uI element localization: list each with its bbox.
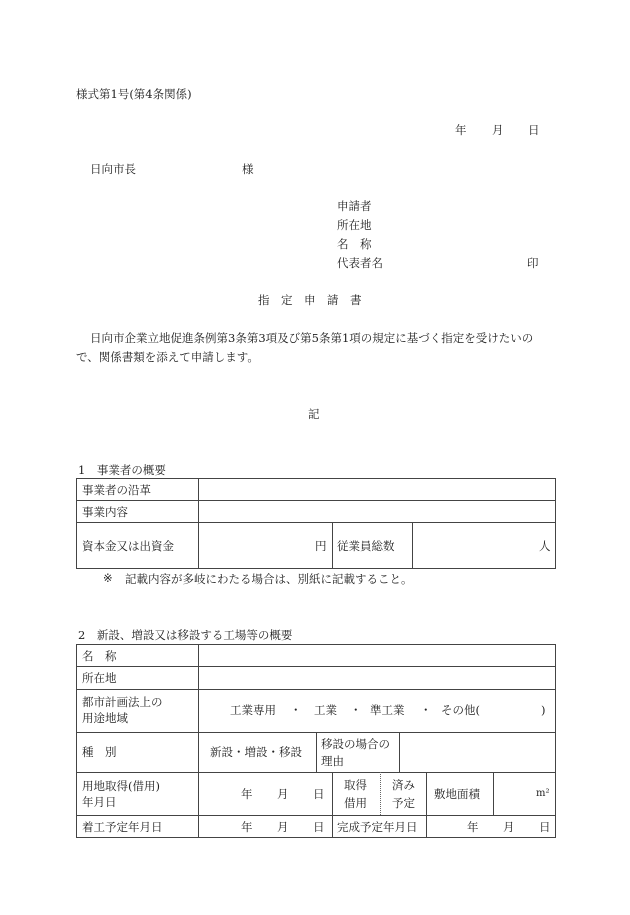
zoning-option-close-paren: ) [541, 703, 546, 717]
zoning-label-line1: 都市計画法上の [82, 695, 163, 709]
capital-unit: 円 [315, 539, 327, 553]
site-area-label: 敷地面積 [434, 787, 480, 801]
relocation-reason-line2: 理由 [321, 754, 344, 768]
type-options: 新設・増設・移設 [210, 745, 302, 759]
ki-mark: 記 [308, 407, 320, 421]
date-day: 日 [528, 123, 540, 137]
lease-label: 借用 [344, 796, 367, 810]
zoning-separator-1: ・ [290, 703, 302, 717]
land-date-label-line1: 用地取得(借用) [82, 779, 160, 793]
addressee: 日向市長 [90, 162, 136, 176]
capital-label: 資本金又は出資金 [82, 539, 174, 553]
form-number: 様式第1号(第4条関係) [76, 87, 192, 101]
date-year: 年 [455, 123, 467, 137]
land-day: 日 [313, 787, 325, 801]
start-year: 年 [241, 820, 253, 834]
zoning-option-industrial-exclusive: 工業専用 [230, 703, 276, 717]
done-label: 済み [392, 778, 415, 792]
employees-label: 従業員総数 [337, 539, 395, 553]
factory-name-label: 名 称 [82, 649, 117, 663]
document-title: 指 定 申 請 書 [258, 293, 362, 307]
completion-day: 日 [539, 820, 551, 834]
date-month: 月 [492, 123, 504, 137]
site-area-unit: m² [536, 788, 550, 799]
section1-heading: 1 事業者の概要 [78, 463, 166, 477]
planned-label: 予定 [392, 796, 415, 810]
zoning-option-semi-industrial: 準工業 [370, 703, 405, 717]
zoning-separator-2: ・ [350, 703, 362, 717]
land-date-label-line2: 年月日 [82, 795, 117, 809]
honorific: 様 [242, 162, 254, 176]
land-year: 年 [241, 787, 253, 801]
section1-note: 記載内容が多岐にわたる場合は、別紙に記載すること。 [125, 572, 413, 586]
start-day: 日 [313, 820, 325, 834]
completion-year: 年 [467, 820, 479, 834]
note-mark: ※ [103, 571, 113, 585]
seal-mark: 印 [527, 256, 539, 270]
zoning-separator-3: ・ [420, 703, 432, 717]
land-month: 月 [277, 787, 289, 801]
start-date-label: 着工予定年月日 [82, 820, 163, 834]
applicant-label: 申請者 [337, 199, 372, 213]
relocation-reason-line1: 移設の場合の [321, 737, 390, 751]
completion-month: 月 [503, 820, 515, 834]
completion-date-label: 完成予定年月日 [337, 820, 418, 834]
start-month: 月 [277, 820, 289, 834]
employees-unit: 人 [539, 539, 551, 553]
history-label: 事業者の沿革 [82, 483, 151, 497]
zoning-label-line2: 用途地域 [82, 711, 128, 725]
body-text-line2: で、関係書類を添えて申請します。 [76, 350, 259, 364]
applicant-address-label: 所在地 [337, 218, 372, 232]
zoning-option-other: その他( [441, 703, 480, 717]
applicant-name-label: 名 称 [337, 237, 372, 251]
type-label: 種 別 [82, 745, 117, 759]
business-label: 事業内容 [82, 505, 128, 519]
factory-location-label: 所在地 [82, 671, 117, 685]
applicant-representative-label: 代表者名 [337, 256, 383, 270]
body-text-line1: 日向市企業立地促進条例第3条第3項及び第5条第1項の規定に基づく指定を受けたいの [90, 331, 534, 345]
zoning-option-industrial: 工業 [314, 703, 337, 717]
acquire-label: 取得 [344, 778, 367, 792]
section2-heading: 2 新設、増設又は移設する工場等の概要 [78, 628, 293, 642]
